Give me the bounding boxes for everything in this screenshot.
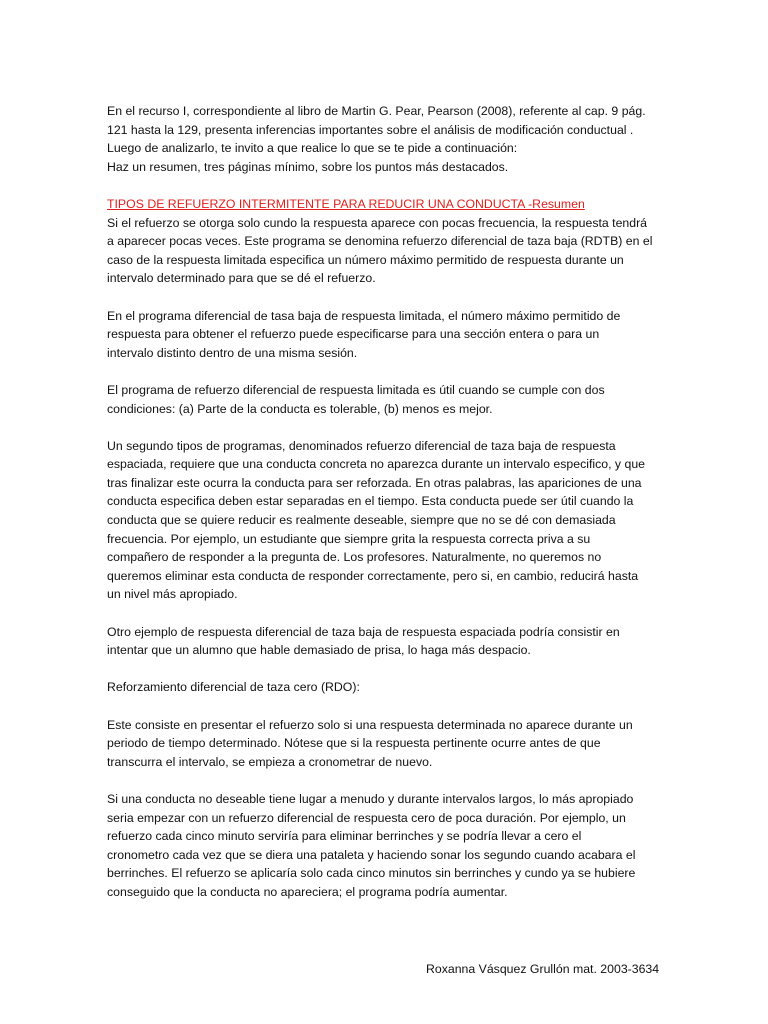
text-line: seria empezar con un refuerzo diferencial de respuesta cero de poca duración. Por ejemplo, un — [107, 810, 626, 825]
text-line: caso de la respuesta limitada especifica un número máximo permitido de respuesta durante un — [107, 252, 624, 267]
text-line: tras finalizar este ocurra la conducta para ser reforzada. En otras palabras, las apariciones de una — [107, 475, 642, 490]
text-line: conducta que se quiere reducir es realmente deseable, siempre que no se dé con demasiada — [107, 513, 616, 528]
text-line: compañero de responder a la pregunta de. Los profesores. Naturalmente, no queremos no — [107, 550, 602, 565]
text-line: Un segundo tipos de programas, denominados refuerzo diferencial de taza baja de respuesta — [107, 438, 616, 453]
paragraph-gap — [107, 176, 667, 195]
paragraph-gap — [107, 660, 667, 679]
text-line: queremos eliminar esta conducta de responder correctamente, pero si, en cambio, reducirá hasta — [107, 568, 639, 583]
paragraph-1 — [107, 214, 667, 288]
section-heading: TIPOS DE REFUERZO INTERMITENTE PARA REDUCIR UNA CONDUCTA -Resumen — [107, 196, 585, 211]
text-line: frecuencia. Por ejemplo, un estudiante que siempre grita la respuesta correcta priva a su — [107, 531, 591, 546]
text-line: transcurra el intervalo, se empieza a cronometrar de nuevo. — [107, 754, 433, 769]
text-line: respuesta para obtener el refuerzo puede especificarse para una sección entera o para un — [107, 327, 600, 342]
intro-line: 121 hasta la 129, presenta inferencias importantes sobre el análisis de modificación conductual . — [107, 122, 634, 137]
text-line: cronometro cada vez que se diera una pataleta y haciendo sonar los segundo cuando acabara el — [107, 847, 636, 862]
text-line: Si una conducta no deseable tiene lugar a menudo y durante intervalos largos, lo más apropiado — [107, 791, 634, 806]
intro-line: Luego de analizarlo, te invito a que realice lo que se te pide a continuación: — [107, 141, 518, 156]
text-line: intentar que un alumno que hable demasiado de prisa, lo haga más despacio. — [107, 643, 531, 658]
text-line: Si el refuerzo se otorga solo cundo la respuesta aparece con pocas frecuencia, la respuesta tendrá — [107, 215, 648, 230]
text-line: Otro ejemplo de respuesta diferencial de taza baja de respuesta espaciada podría consistir en — [107, 624, 620, 639]
text-line: espaciada, requiere que una conducta concreta no aparezca durante un intervalo especifico, y que — [107, 457, 646, 472]
text-line: un nivel más apropiado. — [107, 587, 238, 602]
paragraph-gap — [107, 771, 667, 790]
text-line: condiciones: (a) Parte de la conducta es tolerable, (b) menos es mejor. — [107, 401, 493, 416]
paragraph-3 — [107, 381, 667, 418]
paragraph-gap — [107, 697, 667, 716]
text-line: refuerzo cada cinco minuto serviría para eliminar berrinches y se podría llevar a cero el — [107, 829, 582, 844]
text-line: En el programa diferencial de tasa baja de respuesta limitada, el número máximo permitido de — [107, 308, 621, 323]
text-line: intervalo distinto dentro de una misma sesión. — [107, 345, 358, 360]
paragraph-5 — [107, 623, 667, 660]
text-line: a aparecer pocas veces. Este programa se denomina refuerzo diferencial de taza baja (RDTB) en el — [107, 234, 653, 249]
paragraph-6 — [107, 678, 667, 697]
paragraph-8 — [107, 790, 667, 902]
intro-line: Haz un resumen, tres páginas mínimo, sobre los puntos más destacados. — [107, 159, 509, 174]
text-line: conducta especifica deben estar separadas en el tiempo. Esta conducta puede ser útil cuando la — [107, 494, 634, 509]
paragraph-4 — [107, 437, 667, 604]
document-body — [107, 102, 667, 902]
text-line: conseguido que la conducta no apareciera; el programa podría aumentar. — [107, 884, 508, 899]
text-line: periodo de tiempo determinado. Nótese que si la respuesta pertinente ocurre antes de que — [107, 736, 601, 751]
paragraph-7 — [107, 716, 667, 772]
paragraph-2 — [107, 307, 667, 363]
text-line: berrinches. El refuerzo se aplicaría solo cada cinco minutos sin berrinches y cundo ya se hubiere — [107, 866, 636, 881]
text-line: Reforzamiento diferencial de taza cero (RDO): — [107, 680, 360, 695]
text-line: El programa de refuerzo diferencial de respuesta limitada es útil cuando se cumple con dos — [107, 382, 605, 397]
intro-line: En el recurso I, correspondiente al libro de Martin G. Pear, Pearson (2008), referente al cap. 9 pág. — [107, 104, 646, 118]
text-line: Este consiste en presentar el refuerzo solo si una respuesta determinada no aparece durante un — [107, 717, 633, 732]
paragraph-gap — [107, 418, 667, 437]
paragraph-gap — [107, 362, 667, 381]
text-line: intervalo determinado para que se dé el refuerzo. — [107, 271, 376, 286]
paragraph-gap — [107, 604, 667, 623]
author-signature: Roxanna Vásquez Grullón mat. 2003-3634 — [426, 962, 660, 976]
paragraph-gap — [107, 288, 667, 307]
